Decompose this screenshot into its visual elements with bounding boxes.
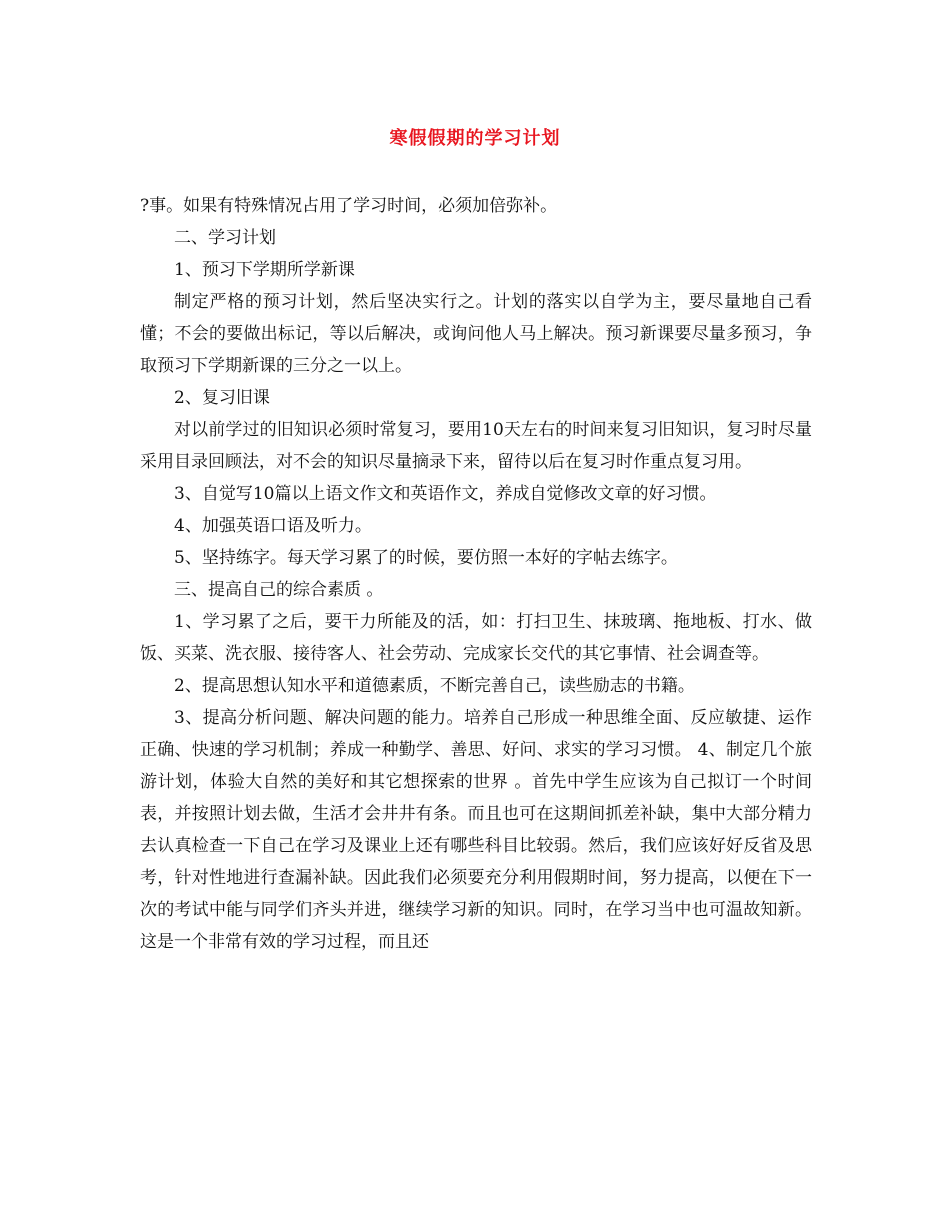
paragraph: 4、加强英语口语及听力。 — [174, 516, 372, 536]
paragraph: 5、坚持练字。每天学习累了的时候，要仿照一本好的字帖去练字。 — [174, 548, 678, 568]
paragraph: 3、提高分析问题、解决问题的能力。培养自己形成一种思维全面、反应敏捷、运作正确、快速的学习机制；养成一种勤学、善思、好问、求实的学习习惯。 4、制定几个旅游计划，体验大自然的美好和其它想探索的世界 。首先中学生应该为自己拟订一个时间表，并按照计划去做，生活才会井井有条。而且也可在这期间抓差补缺，集中大部分精力去认真检查一下自己在学习及课业上还有哪些科目比较弱。然后，我们应该好好反省及思考，针对性地进行查漏补缺。因此我们必须要充分利用假期时间，努力提高，以便在下一次的考试中能与同学们齐头并进，继续学习新的知识。同时，在学习当中也可温故知新。这是一个非常有效的学习过程，而且还 — [140, 708, 812, 952]
paragraph: 2、复习旧课 — [174, 388, 270, 408]
paragraph: 1、学习累了之后，要干力所能及的活，如：打扫卫生、抹玻璃、拖地板、打水、做饭、买菜、洗衣服、接待客人、社会劳动、完成家长交代的其它事情、社会调查等。 — [140, 612, 812, 664]
paragraph: 对以前学过的旧知识必须时常复习，要用10天左右的时间来复习旧知识，复习时尽量采用目录回顾法，对不会的知识尽量摘录下来，留待以后在复习时作重点复习用。 — [140, 420, 812, 472]
paragraph: 2、提高思想认知水平和道德素质，不断完善自己，读些励志的书籍。 — [174, 676, 695, 696]
paragraph: 1、预习下学期所学新课 — [174, 260, 355, 280]
document-body — [140, 190, 812, 958]
paragraph: 制定严格的预习计划，然后坚决实行之。计划的落实以自学为主，要尽量地自己看懂；不会的要做出标记，等以后解决，或询问他人马上解决。预习新课要尽量多预习，争取预习下学期新课的三分之一以上。 — [140, 292, 812, 376]
paragraph: 三、提高自己的综合素质 。 — [174, 580, 384, 600]
paragraph: 二、学习计划 — [174, 228, 276, 248]
paragraph: 3、自觉写10篇以上语文作文和英语作文，养成自觉修改文章的好习惯。 — [174, 484, 717, 504]
paragraph: ?事。如果有特殊情况占用了学习时间，必须加倍弥补。 — [140, 196, 558, 216]
document-title: 寒假假期的学习计划 — [389, 128, 561, 149]
